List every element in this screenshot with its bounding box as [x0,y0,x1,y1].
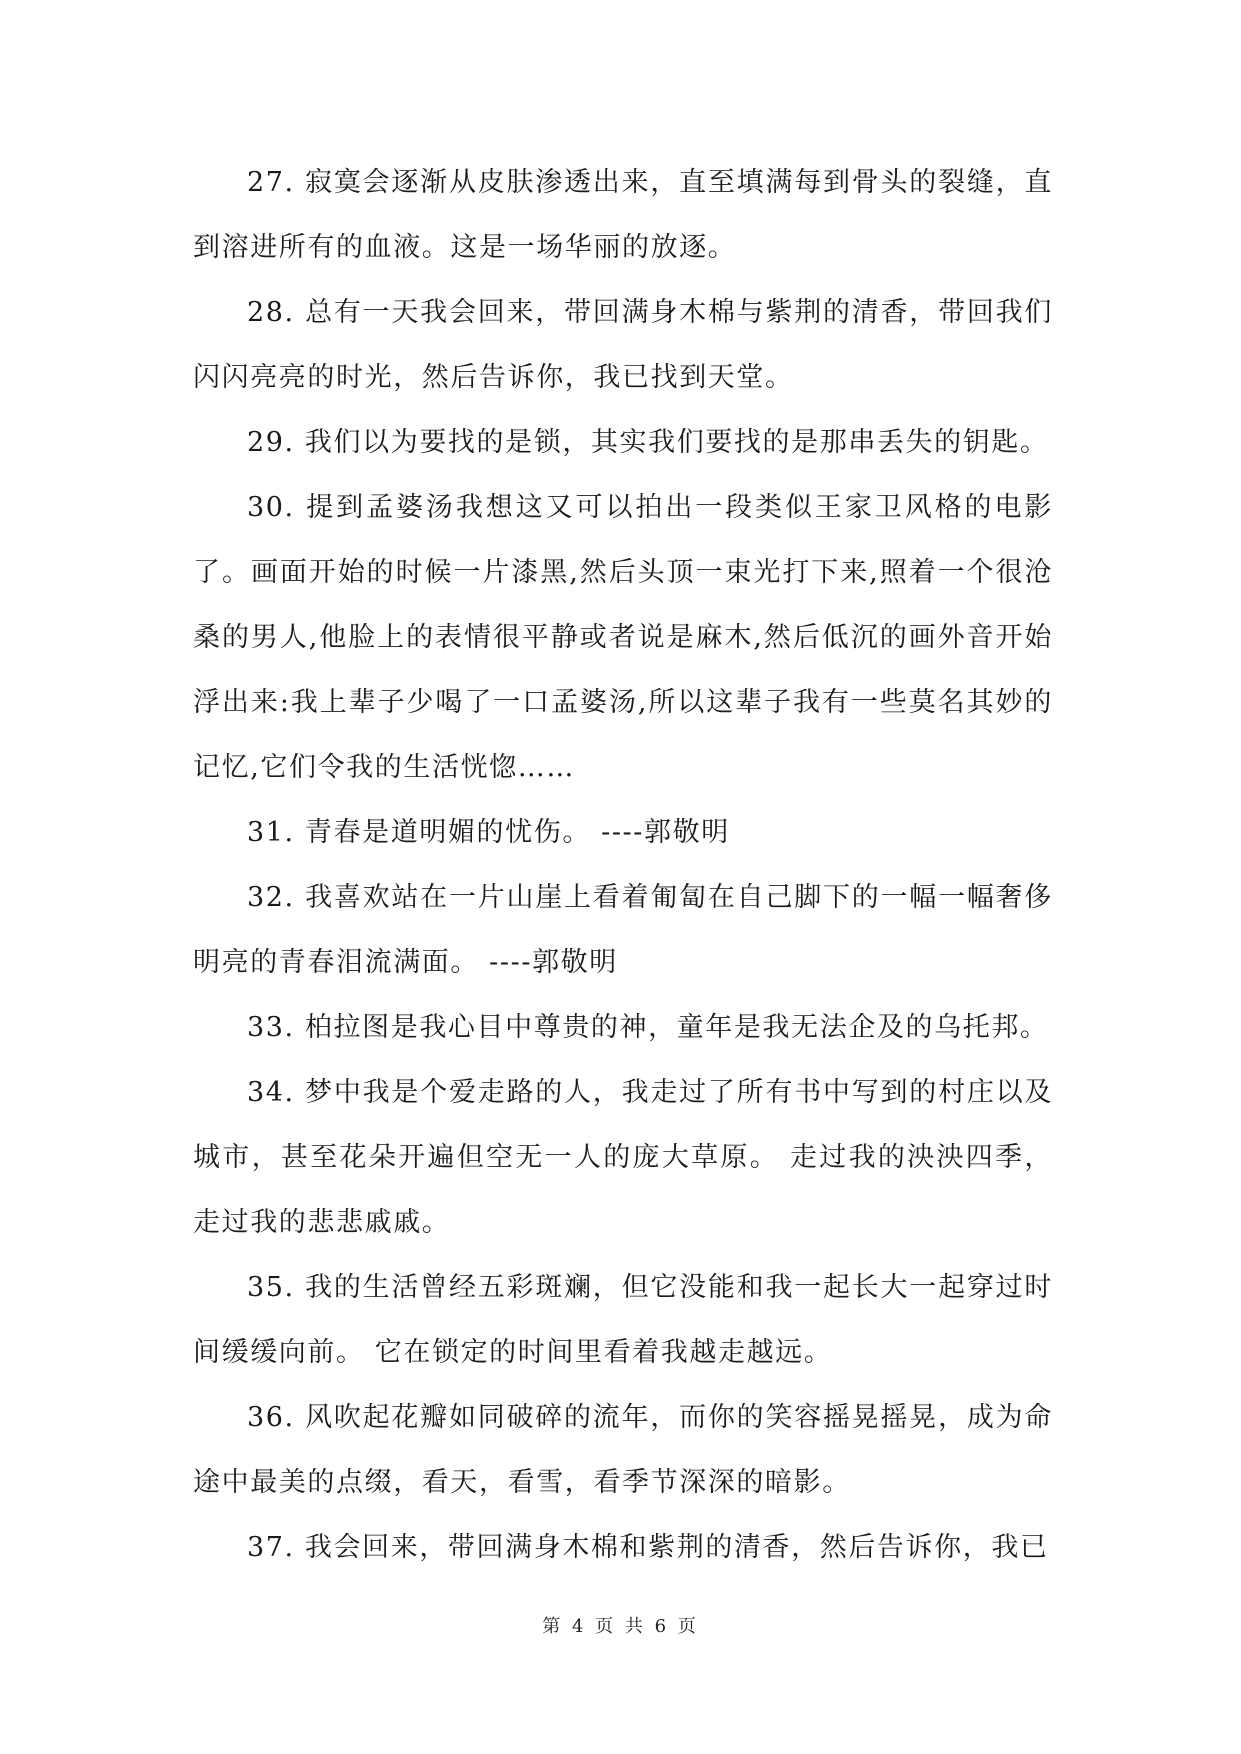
paragraph-32: 32. 我喜欢站在一片山崖上看着匍匐在自己脚下的一幅一幅奢侈明亮的青春泪流满面。 ----郭敬明 [193,882,1053,978]
paragraph-36: 36. 风吹起花瓣如同破碎的流年，而你的笑容摇晃摇晃，成为命途中最美的点缀，看天，看雪，看季节深深的暗影。 [193,1402,1053,1498]
paragraph-34: 34. 梦中我是个爱走路的人，我走过了所有书中写到的村庄以及城市，甚至花朵开遍但空无一人的庞大草原。 走过我的泱泱四季，走过我的悲悲戚戚。 [193,1077,1053,1238]
document-body [193,150,1053,1580]
paragraph-30: 30. 提到孟婆汤我想这又可以拍出一段类似王家卫风格的电影了。画面开始的时候一片漆黑,然后头顶一束光打下来,照着一个很沧桑的男人,他脸上的表情很平静或者说是麻木,然后低沉的画外音开始浮出来:我上辈子少喝了一口孟婆汤,所以这辈子我有一些莫名其妙的记忆,它们令我的生活恍惚…… [193,492,1053,783]
page-number-footer: 第 4 页 共 6 页 [542,1616,699,1637]
paragraph-27: 27. 寂寞会逐渐从皮肤渗透出来，直至填满每到骨头的裂缝，直到溶进所有的血液。这是一场华丽的放逐。 [193,167,1053,263]
paragraph-35: 35. 我的生活曾经五彩斑斓，但它没能和我一起长大一起穿过时间缓缓向前。 它在锁定的时间里看着我越走越远。 [193,1272,1053,1368]
paragraph-33: 33. 柏拉图是我心目中尊贵的神，童年是我无法企及的乌托邦。 [247,1012,1049,1043]
paragraph-28: 28. 总有一天我会回来，带回满身木棉与紫荆的清香，带回我们闪闪亮亮的时光，然后告诉你，我已找到天堂。 [193,297,1053,393]
paragraph-37: 37. 我会回来，带回满身木棉和紫荆的清香，然后告诉你，我已 [247,1532,1049,1563]
paragraph-29: 29. 我们以为要找的是锁，其实我们要找的是那串丢失的钥匙。 [247,427,1049,458]
paragraph-31: 31. 青春是道明媚的忧伤。 ----郭敬明 [247,817,730,848]
